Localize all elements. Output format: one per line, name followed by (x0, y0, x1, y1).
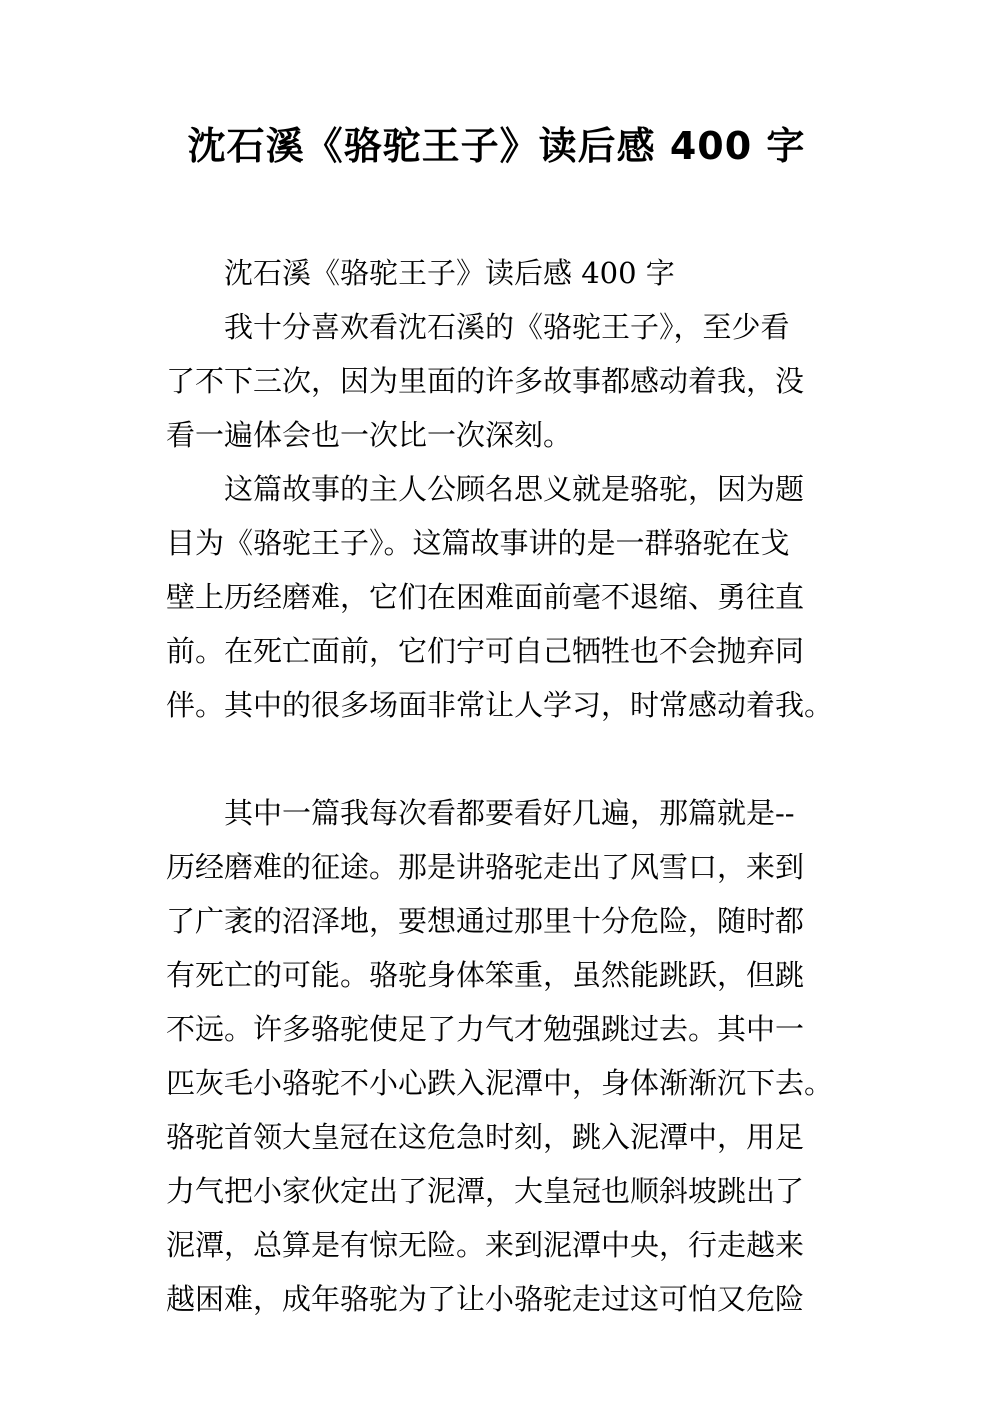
paragraph-1-line-3: 看一遍体会也一次比一次深刻。 (166, 418, 573, 452)
paragraph-3-line-4: 有死亡的可能。骆驼身体笨重，虽然能跳跃，但跳 (166, 958, 805, 992)
paragraph-3-line-7: 骆驼首领大皇冠在这危急时刻，跳入泥潭中，用足 (166, 1120, 805, 1154)
paragraph-3-line-8: 力气把小家伙定出了泥潭，大皇冠也顺斜坡跳出了 (166, 1174, 805, 1208)
paragraph-3-line-3: 了广袤的沼泽地，要想通过那里十分危险，随时都 (166, 904, 805, 938)
subtitle-line: 沈石溪《骆驼王子》读后感 400 字 (224, 256, 675, 290)
paragraph-3-line-2: 历经磨难的征途。那是讲骆驼走出了风雪口，来到 (166, 850, 805, 884)
paragraph-2-line-4: 前。在死亡面前，它们宁可自己牺牲也不会抛弃同 (166, 634, 805, 668)
paragraph-3-line-5: 不远。许多骆驼使足了力气才勉强跳过去。其中一 (166, 1012, 805, 1046)
document-title: 沈石溪《骆驼王子》读后感 400 字 (187, 124, 806, 168)
paragraph-2-line-5: 伴。其中的很多场面非常让人学习，时常感动着我。 (166, 688, 834, 722)
paragraph-2-line-1: 这篇故事的主人公顾名思义就是骆驼，因为题 (224, 472, 805, 506)
paragraph-1-line-1: 我十分喜欢看沈石溪的《骆驼王子》，至少看 (224, 310, 790, 344)
paragraph-3-line-6: 匹灰毛小骆驼不小心跌入泥潭中，身体渐渐沉下去。 (166, 1066, 834, 1100)
paragraph-3-line-1: 其中一篇我每次看都要看好几遍，那篇就是-- (224, 796, 795, 830)
paragraph-2-line-3: 壁上历经磨难，它们在困难面前毫不退缩、勇往直 (166, 580, 805, 614)
document-body (166, 246, 846, 1326)
paragraph-spacer (166, 732, 846, 786)
paragraph-2-line-2: 目为《骆驼王子》。这篇故事讲的是一群骆驼在戈 (166, 526, 790, 560)
paragraph-3-line-9: 泥潭，总算是有惊无险。来到泥潭中央，行走越来 (166, 1228, 805, 1262)
paragraph-3-line-10: 越困难，成年骆驼为了让小骆驼走过这可怕又危险 (166, 1282, 805, 1316)
paragraph-1-line-2: 了不下三次，因为里面的许多故事都感动着我，没 (166, 364, 805, 398)
